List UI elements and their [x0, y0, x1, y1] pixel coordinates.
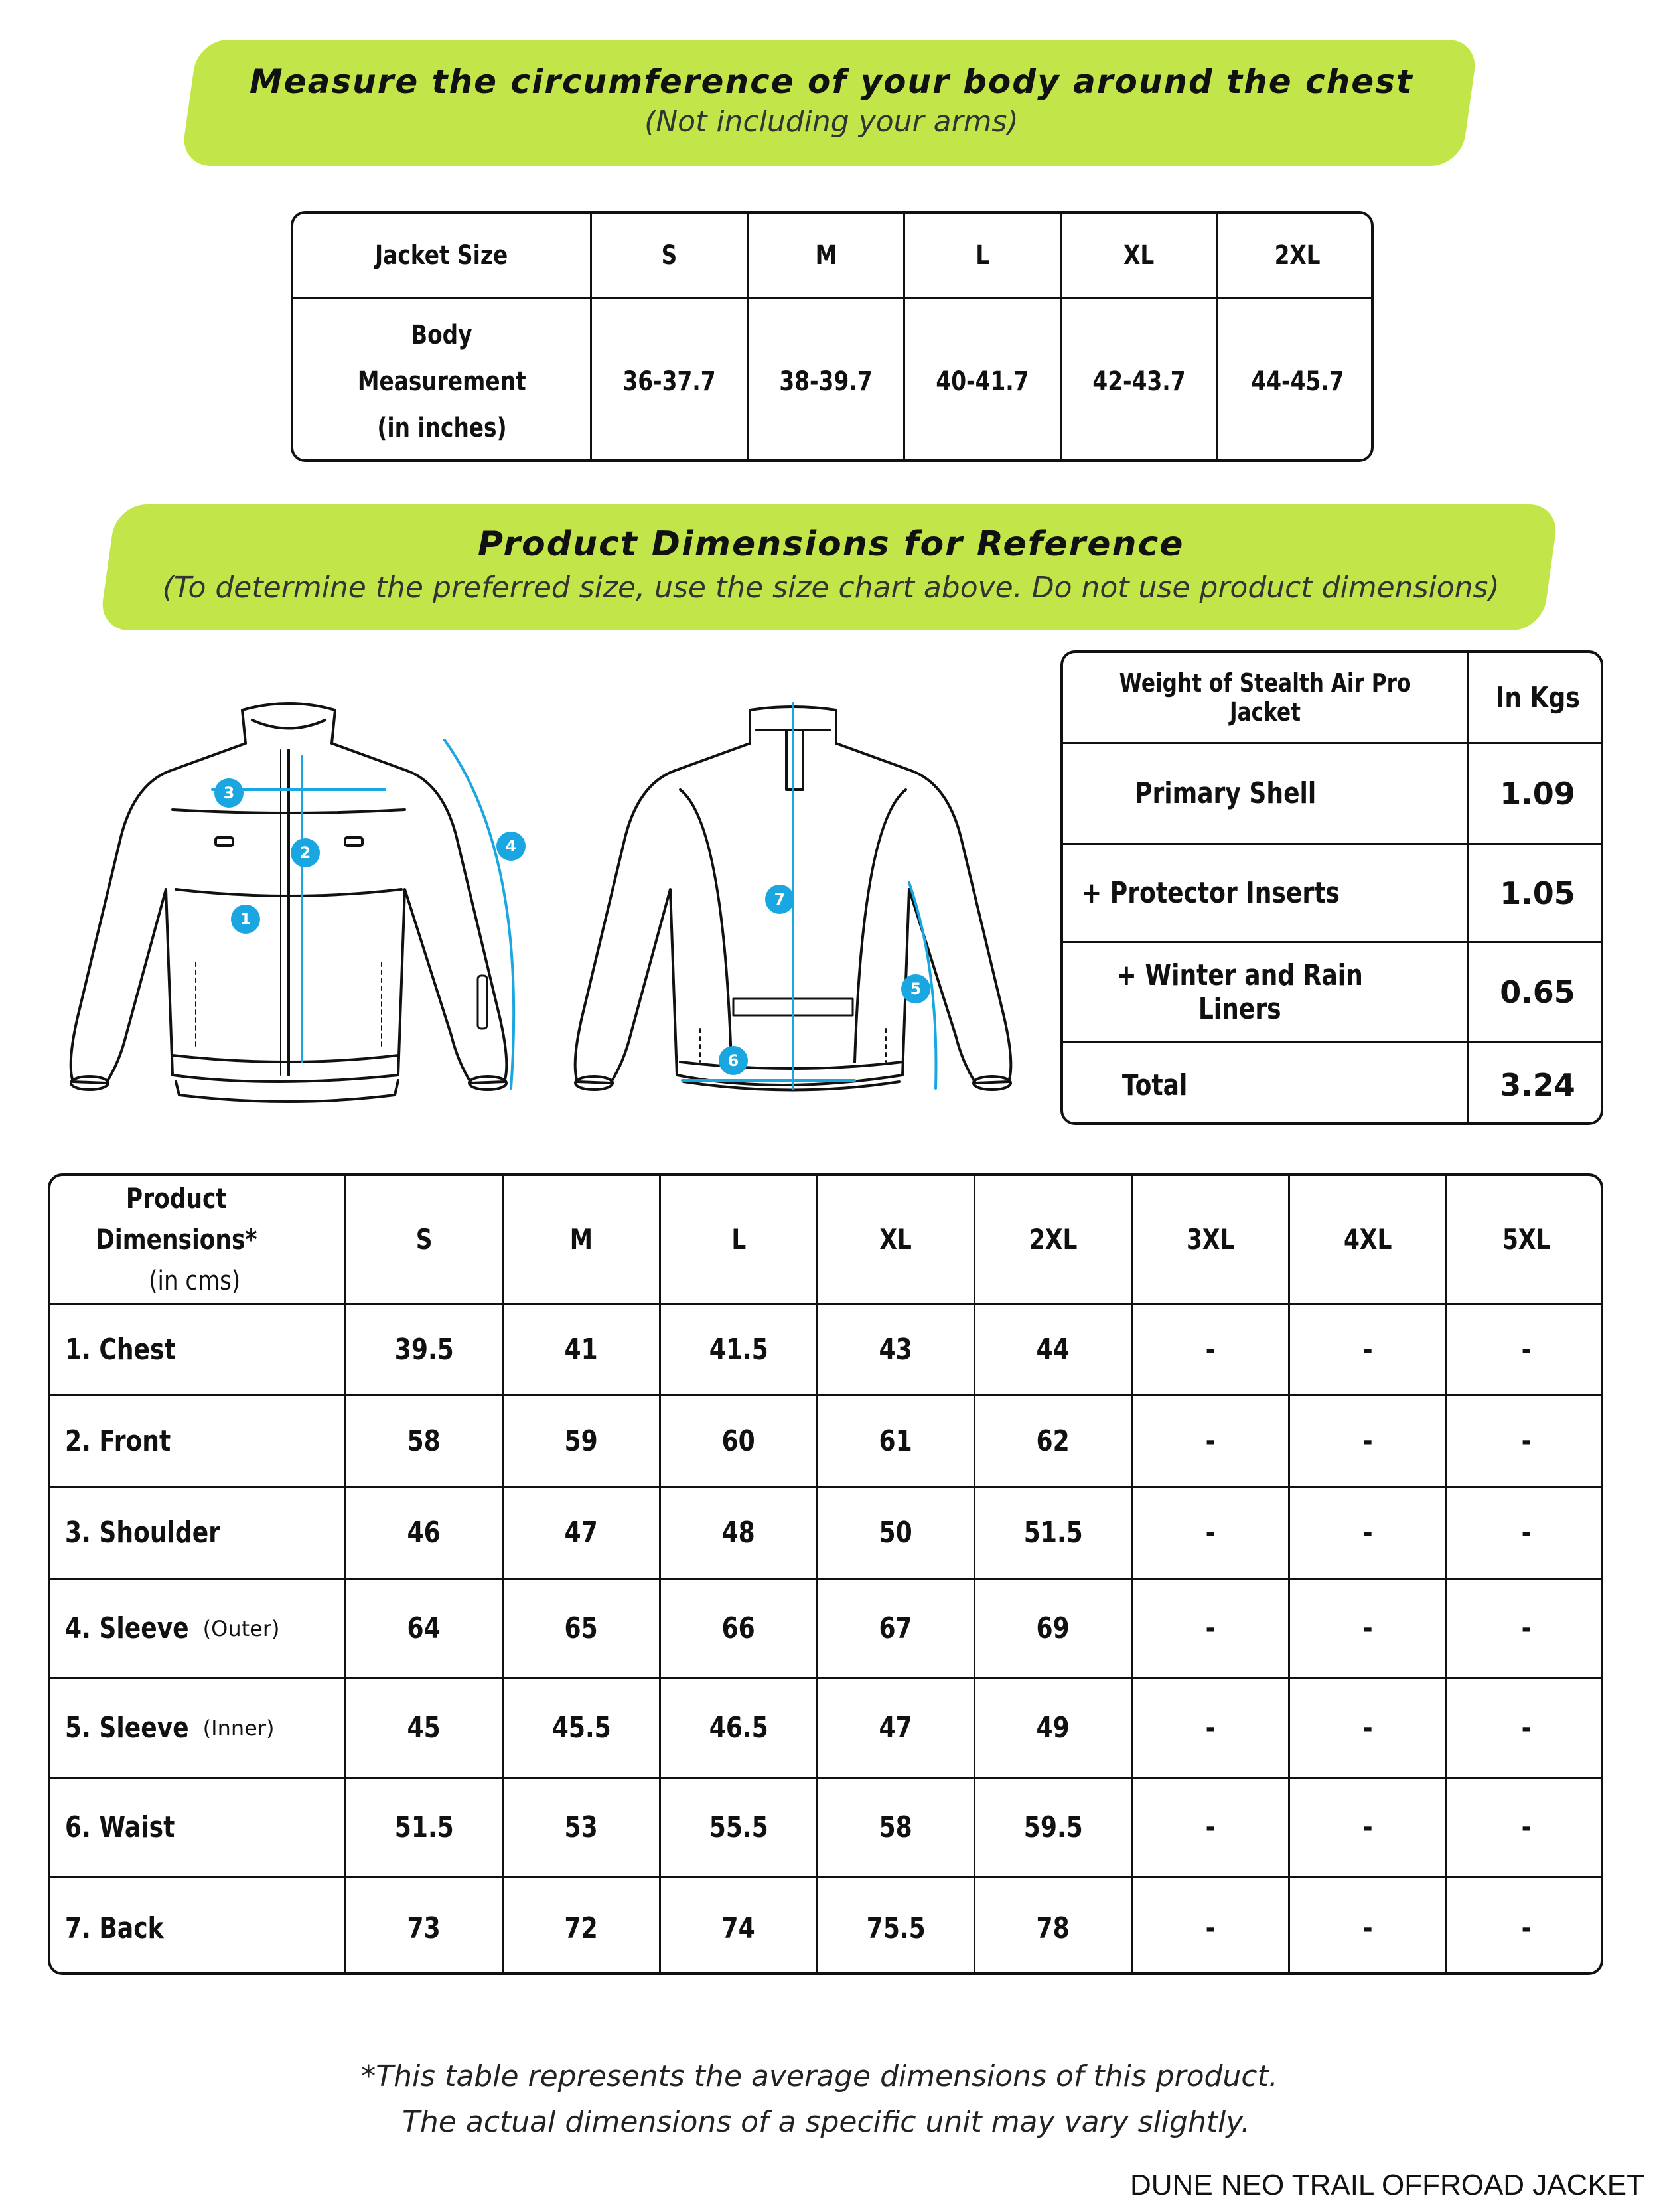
weight-total-label: Total [1063, 1043, 1469, 1125]
body-measurement-value: 44-45.7 [1250, 366, 1344, 397]
dims-value-cell: 43 [818, 1305, 975, 1396]
dims-value-cell: 55.5 [661, 1779, 818, 1878]
dimensions-banner-subtitle: (To determine the preferred size, use the size chart above. Do not use product dimensions) [162, 571, 1500, 605]
svg-text:1: 1 [240, 910, 252, 928]
dims-row-label: 1. Chest [50, 1305, 346, 1396]
dims-value-cell: - [1447, 1305, 1603, 1396]
dims-value-cell: - [1447, 1580, 1603, 1679]
dims-value-cell: 66 [661, 1580, 818, 1679]
weight-row-value: 1.05 [1469, 845, 1603, 943]
dims-value-cell: 60 [661, 1396, 818, 1488]
weight-row-label: + Protector Inserts [1063, 845, 1469, 943]
dims-size-header: 4XL [1290, 1176, 1447, 1305]
weight-row-value: 0.65 [1469, 943, 1603, 1043]
dims-header-label: Product Dimensions* (in cms) [50, 1176, 346, 1305]
body-measurement-value: 38-39.7 [749, 299, 905, 462]
size-header: L [905, 214, 1062, 299]
dims-value-cell: - [1290, 1396, 1447, 1488]
body-measurement-value: 40-41.7 [905, 299, 1062, 462]
dims-value-cell: 62 [975, 1396, 1133, 1488]
dims-value-cell: - [1133, 1488, 1290, 1580]
dims-value-cell: 78 [975, 1878, 1133, 1975]
dims-value-cell: - [1290, 1305, 1447, 1396]
dims-value-cell: 47 [504, 1488, 661, 1580]
dims-value-cell: - [1133, 1305, 1290, 1396]
dims-value-cell: 73 [346, 1878, 504, 1975]
marker-2 [291, 838, 320, 867]
size-table-header-label: Jacket Size [293, 214, 592, 299]
dims-value-cell: 39.5 [346, 1305, 504, 1396]
weight-table-header-unit: In Kgs [1469, 653, 1603, 744]
dims-row-label: 2. Front [50, 1396, 346, 1488]
dims-row-label: 4. Sleeve (Outer) [50, 1580, 346, 1679]
body-measurement-value: 36-37.7 [592, 299, 749, 462]
svg-text:4: 4 [505, 837, 517, 855]
marker-4 [496, 832, 526, 861]
body-measurement-label: Body Measurement (in inches) [293, 299, 592, 462]
dims-value-cell: 59.5 [975, 1779, 1133, 1878]
footnote-line-1: *This table represents the average dimensions of this product. [361, 2059, 1278, 2093]
svg-text:7: 7 [774, 890, 786, 909]
dims-row-note: (Inner) [202, 1715, 275, 1741]
svg-text:2: 2 [299, 844, 311, 862]
dims-value-cell: - [1290, 1878, 1447, 1975]
dims-value-cell: 47 [818, 1679, 975, 1779]
dims-value-cell: 45 [346, 1679, 504, 1779]
svg-text:3: 3 [223, 784, 235, 802]
weight-row-label: + Winter and Rain Liners [1063, 943, 1469, 1043]
dims-value-cell: - [1447, 1679, 1603, 1779]
dims-value-cell: 44 [975, 1305, 1133, 1396]
chest-banner [180, 40, 1479, 166]
dims-size-header: M [504, 1176, 661, 1305]
dims-value-cell: - [1290, 1488, 1447, 1580]
dims-row-note: (Outer) [202, 1615, 280, 1641]
dims-value-cell: 41 [504, 1305, 661, 1396]
footnote-line-2: The actual dimensions of a specific unit may vary slightly. [402, 2105, 1250, 2139]
dims-value-cell: 48 [661, 1488, 818, 1580]
dimensions-banner [99, 504, 1560, 630]
weight-total-value: 3.24 [1500, 1067, 1575, 1103]
jacket-diagram [53, 690, 1035, 1108]
dims-value-cell: - [1133, 1580, 1290, 1679]
dims-value-cell: - [1290, 1679, 1447, 1779]
product-name: DUNE NEO TRAIL OFFROAD JACKET [1130, 2169, 1644, 2201]
dims-value-cell: 72 [504, 1878, 661, 1975]
svg-text:6: 6 [727, 1051, 739, 1070]
size-header: M [749, 214, 905, 299]
jacket-front-outline [71, 703, 507, 1102]
chest-banner-subtitle: (Not including your arms) [644, 105, 1019, 139]
dims-row-label: 6. Waist [50, 1779, 346, 1878]
weight-row-label: Primary Shell [1063, 744, 1469, 845]
dims-value-cell: 50 [818, 1488, 975, 1580]
chest-banner-title: Measure the circumference of your body around the chest [249, 62, 1413, 101]
dims-row-label: 3. Shoulder [50, 1488, 346, 1580]
dims-value-cell: 46.5 [661, 1679, 818, 1779]
dims-value-cell: 41.5 [661, 1305, 818, 1396]
dims-value-cell: - [1133, 1779, 1290, 1878]
dims-value-cell: 65 [504, 1580, 661, 1679]
marker-6 [719, 1046, 748, 1075]
dims-value-cell: 46 [346, 1488, 504, 1580]
dims-size-header: 5XL [1447, 1176, 1603, 1305]
body-measurement-value: 42-43.7 [1062, 299, 1218, 462]
size-header: 2XL [1218, 214, 1374, 299]
dims-value-cell: 74 [661, 1878, 818, 1975]
weight-table-header-label: Weight of Stealth Air Pro Jacket [1063, 653, 1469, 744]
dims-value-cell: 64 [346, 1580, 504, 1679]
dims-value-cell: 51.5 [975, 1488, 1133, 1580]
dims-value-cell: - [1133, 1396, 1290, 1488]
dims-value-cell: 58 [346, 1396, 504, 1488]
dims-size-header: XL [818, 1176, 975, 1305]
dimensions-banner-title: Product Dimensions for Reference [477, 524, 1185, 564]
dims-size-header: 3XL [1133, 1176, 1290, 1305]
dims-value-cell: - [1133, 1878, 1290, 1975]
dims-value-cell: 49 [975, 1679, 1133, 1779]
dims-value-cell: 53 [504, 1779, 661, 1878]
dims-value-cell: 59 [504, 1396, 661, 1488]
svg-text:5: 5 [910, 980, 922, 998]
dims-value-cell: - [1447, 1488, 1603, 1580]
dims-size-header: L [661, 1176, 818, 1305]
dims-value-cell: 75.5 [818, 1878, 975, 1975]
dims-value-cell: 61 [818, 1396, 975, 1488]
marker-1 [231, 905, 260, 934]
weight-row-value: 1.09 [1469, 744, 1603, 845]
dims-row-label: 5. Sleeve (Inner) [50, 1679, 346, 1779]
dims-value-cell: - [1447, 1779, 1603, 1878]
dims-value-cell: 45.5 [504, 1679, 661, 1779]
dims-value-cell: - [1522, 1911, 1532, 1945]
dims-value-cell: - [1447, 1396, 1603, 1488]
dims-size-header: 2XL [975, 1176, 1133, 1305]
dims-value-cell: - [1290, 1580, 1447, 1679]
dims-value-cell: 51.5 [346, 1779, 504, 1878]
dims-value-cell: - [1133, 1679, 1290, 1779]
body-size-table [291, 211, 1374, 462]
marker-5 [901, 974, 930, 1003]
size-header: S [592, 214, 749, 299]
product-dimensions-table [48, 1173, 1603, 1975]
dims-value-cell: 58 [818, 1779, 975, 1878]
marker-3 [214, 778, 244, 808]
size-header: XL [1062, 214, 1218, 299]
dims-value-cell: 67 [818, 1580, 975, 1679]
weight-table [1060, 650, 1603, 1125]
dims-value-cell: - [1290, 1779, 1447, 1878]
dims-size-header: S [346, 1176, 504, 1305]
marker-7 [765, 885, 794, 914]
dims-value-cell: 69 [975, 1580, 1133, 1679]
dims-row-label: 7. Back [50, 1878, 346, 1975]
